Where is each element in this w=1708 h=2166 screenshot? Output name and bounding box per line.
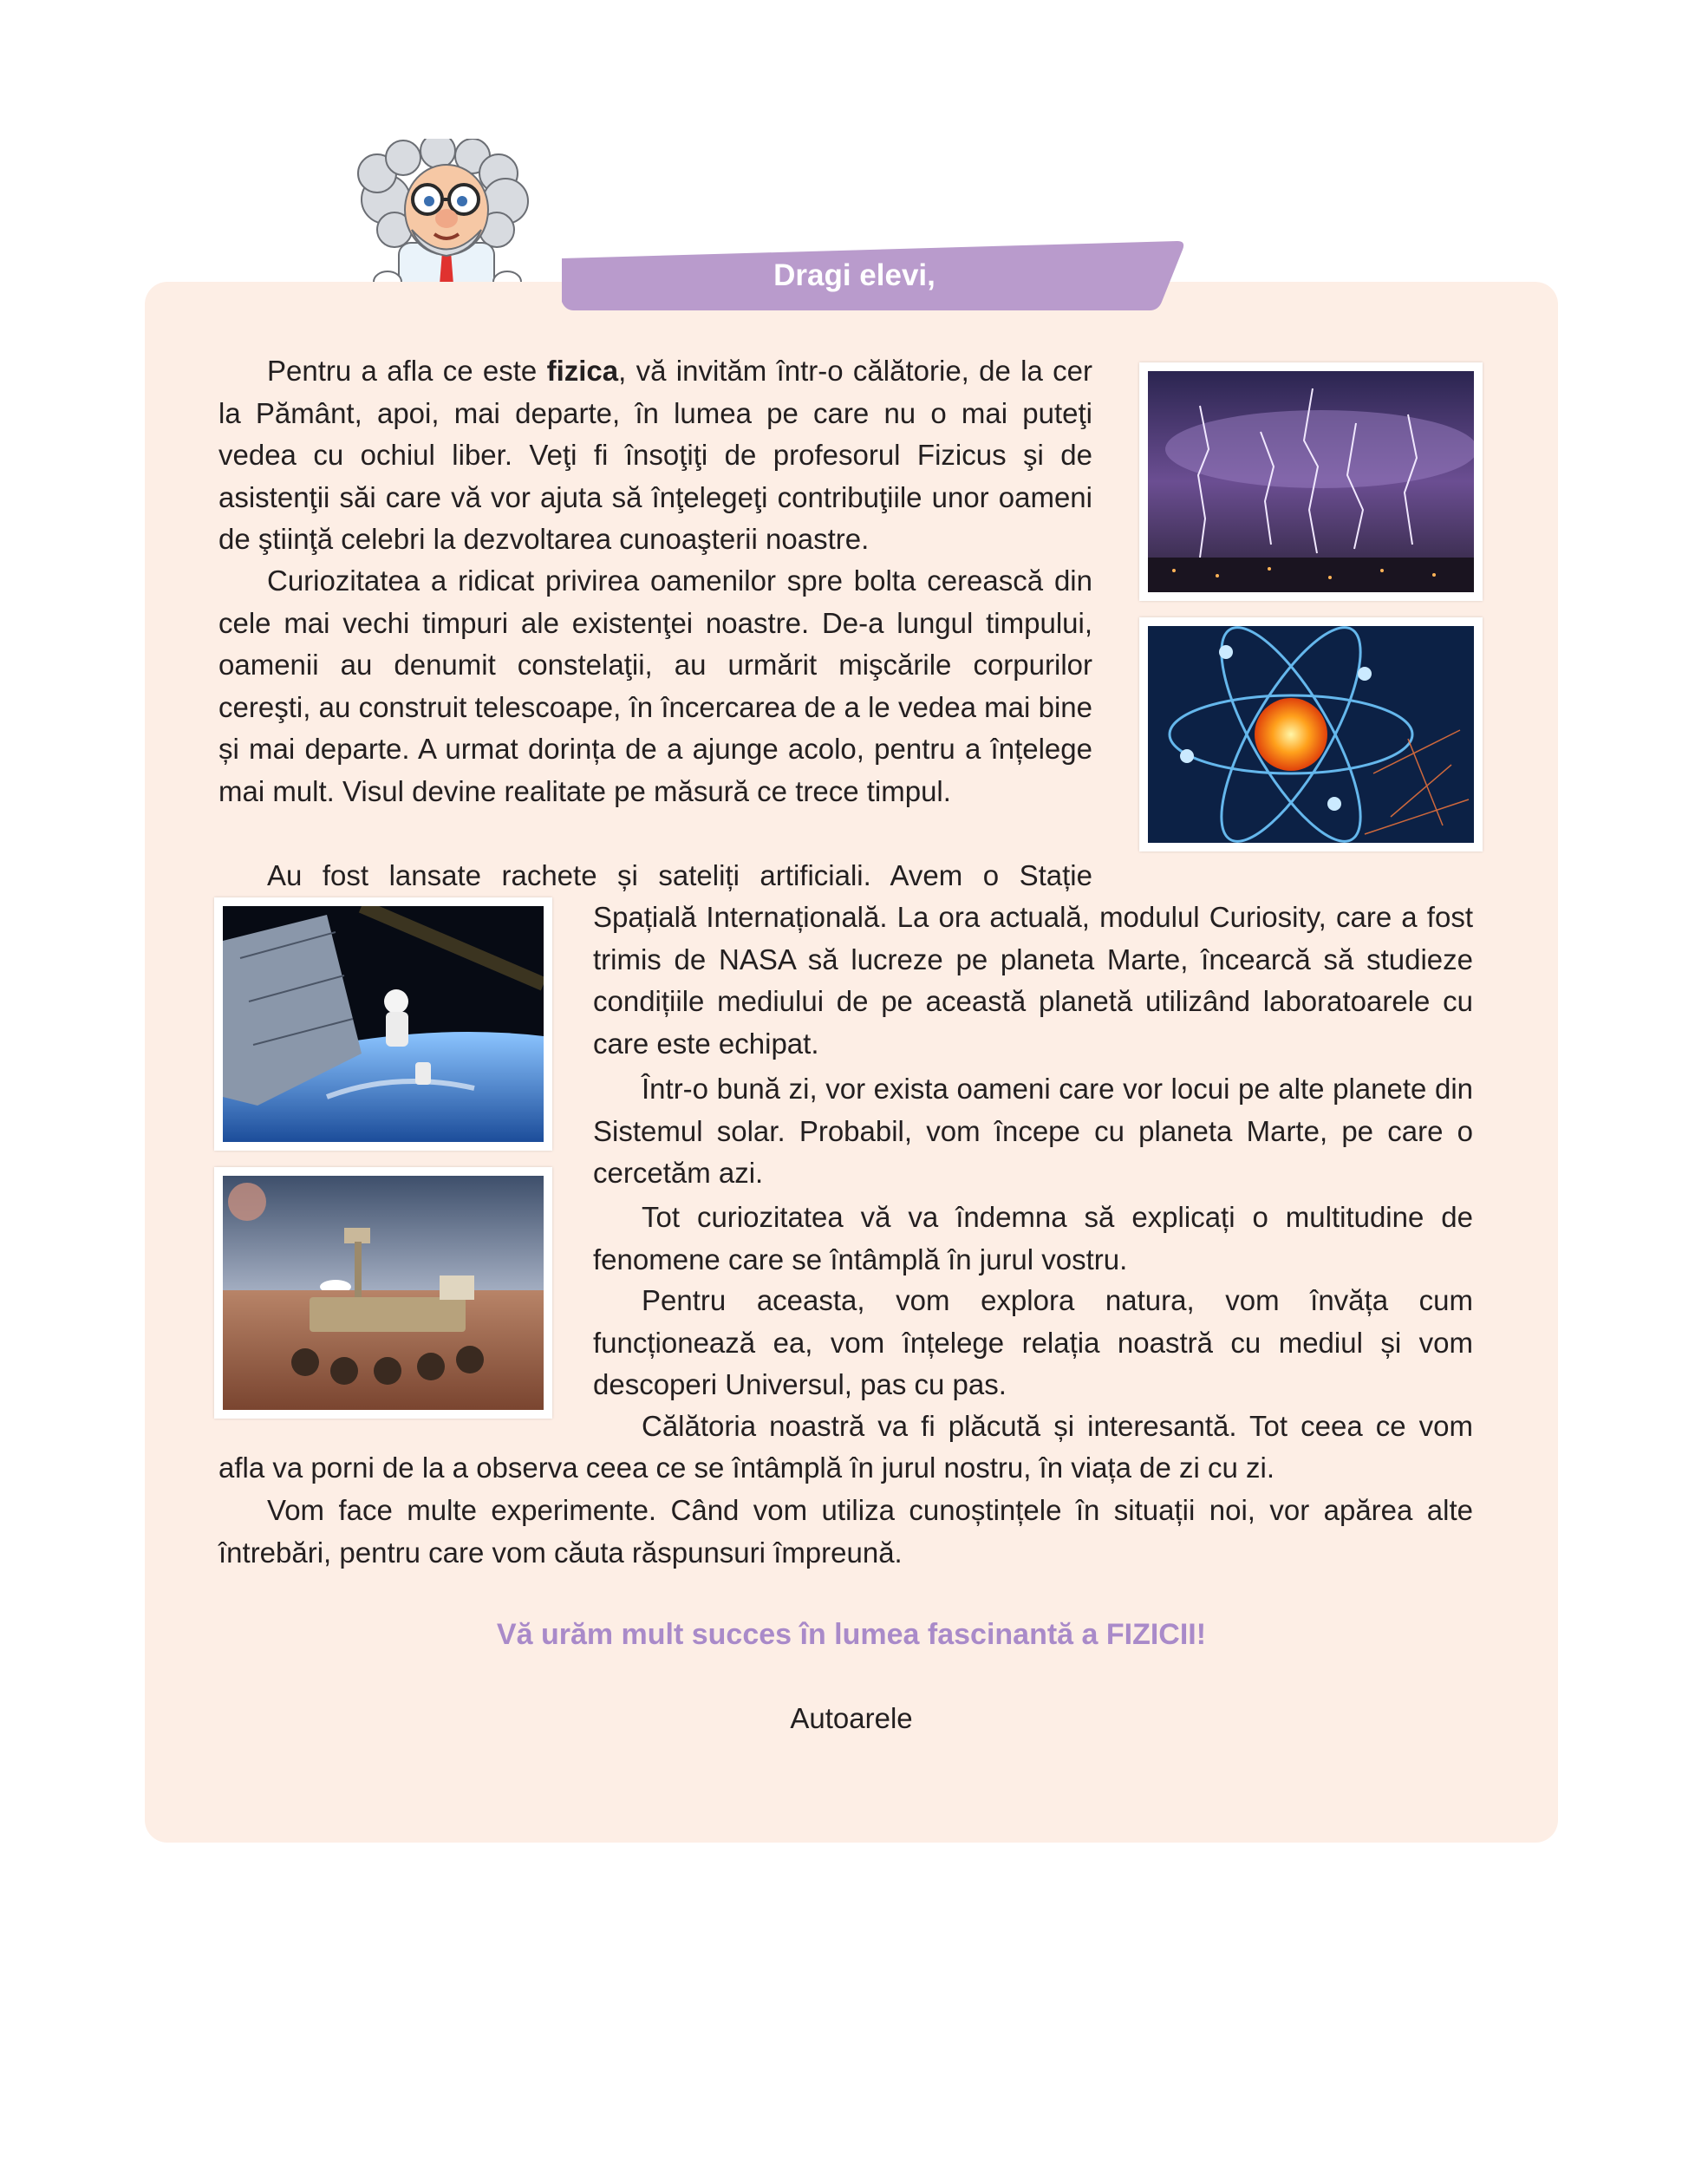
paragraph-experiments: Vom face multe experimente. Când vom utiliza cunoștințele în situații noi, vor apărea alte întrebări, pentru care vom căuta răspunsuri împreună. xyxy=(218,1494,1473,1569)
paragraph-journey-rest: afla va porni de la a observa ceea ce se întâmplă în jurul nostru, în viața de zi cu zi. xyxy=(218,1452,1275,1484)
professor-fizicus-mascot xyxy=(351,139,538,299)
space-station-image xyxy=(223,906,544,1142)
closing-wish: Vă urăm mult succes în lumea fascinantă a FIZICII! xyxy=(496,1618,1207,1651)
paragraph-future: Într-o bună zi, vor exista oameni care vor locui pe alte planete din Sistemul solar. Probabil, vom începe cu planeta Marte, pe care o cercetăm azi. xyxy=(593,1073,1473,1189)
signature: Autoarele xyxy=(790,1702,913,1734)
atom-image xyxy=(1148,626,1474,843)
lightning-image xyxy=(1148,371,1474,592)
paragraph-journey-start: Călătoria noastră va fi plăcută și interesantă. Tot ceea ce vom xyxy=(642,1410,1473,1442)
space-station-photo xyxy=(214,897,552,1151)
paragraph-curiosity: Curiozitatea a ridicat privirea oamenilor spre bolta cerească din cele mai vechi timpuri ale existenţei noastre. De-a lungul timpului, oamenii au denumit constelaţii, au urmărit mişcările corpurilor cereşti, au construit telescoape, în încercarea de a le vedea mai bine și mai departe. A urmat dorința de a ajunge acolo, pentru a înțelege mai mult. Visul devine realitate pe măsură ce trece timpul. xyxy=(218,564,1092,807)
intro-paragraph xyxy=(218,350,1092,561)
paragraph-rockets-start: Au fost lansate rachete și sateliți artificiali. Avem o Stație xyxy=(267,859,1092,891)
paragraph-rockets-rest: Spațială Internațională. La ora actuală, modulul Curiosity, care a fost trimis de NASA să lucreze pe planeta Marte, încearcă să studieze condițiile mediului de pe această planetă utilizând laboratoarele cu care este echipat. xyxy=(593,901,1473,1060)
mars-rover-image xyxy=(223,1176,544,1410)
keyword-fizica: fizica xyxy=(546,355,619,387)
mars-rover-photo xyxy=(214,1167,552,1419)
intro-rest: , vă invităm într-o călătorie, de la cer la Pământ, apoi, mai departe, în lumea pe care nu o mai puteţi vedea cu ochiul liber. Veţi fi însoţiţi de profesorul Fizicus şi de asistenţii săi care vă vor ajuta să înţelegeţi contribuţiile unor oameni de ştiinţă celebri la dezvoltarea cunoaşterii noastre. xyxy=(218,355,1093,555)
page-title: Dragi elevi, xyxy=(773,258,935,292)
atom-photo xyxy=(1139,617,1483,851)
lightning-photo xyxy=(1139,362,1483,601)
intro-lead: Pentru a afla ce este xyxy=(267,355,547,387)
paragraph-phenomena: Tot curiozitatea vă va îndemna să explicați o multitudine de fenomene care se întâmplă în jurul vostru. xyxy=(593,1201,1473,1275)
title-banner xyxy=(544,241,1186,310)
paragraph-explore: Pentru aceasta, vom explora natura, vom învăța cum funcționează ea, vom înțelege relația noastră cu mediul și vom descoperi Universul, pas cu pas. xyxy=(593,1284,1473,1400)
